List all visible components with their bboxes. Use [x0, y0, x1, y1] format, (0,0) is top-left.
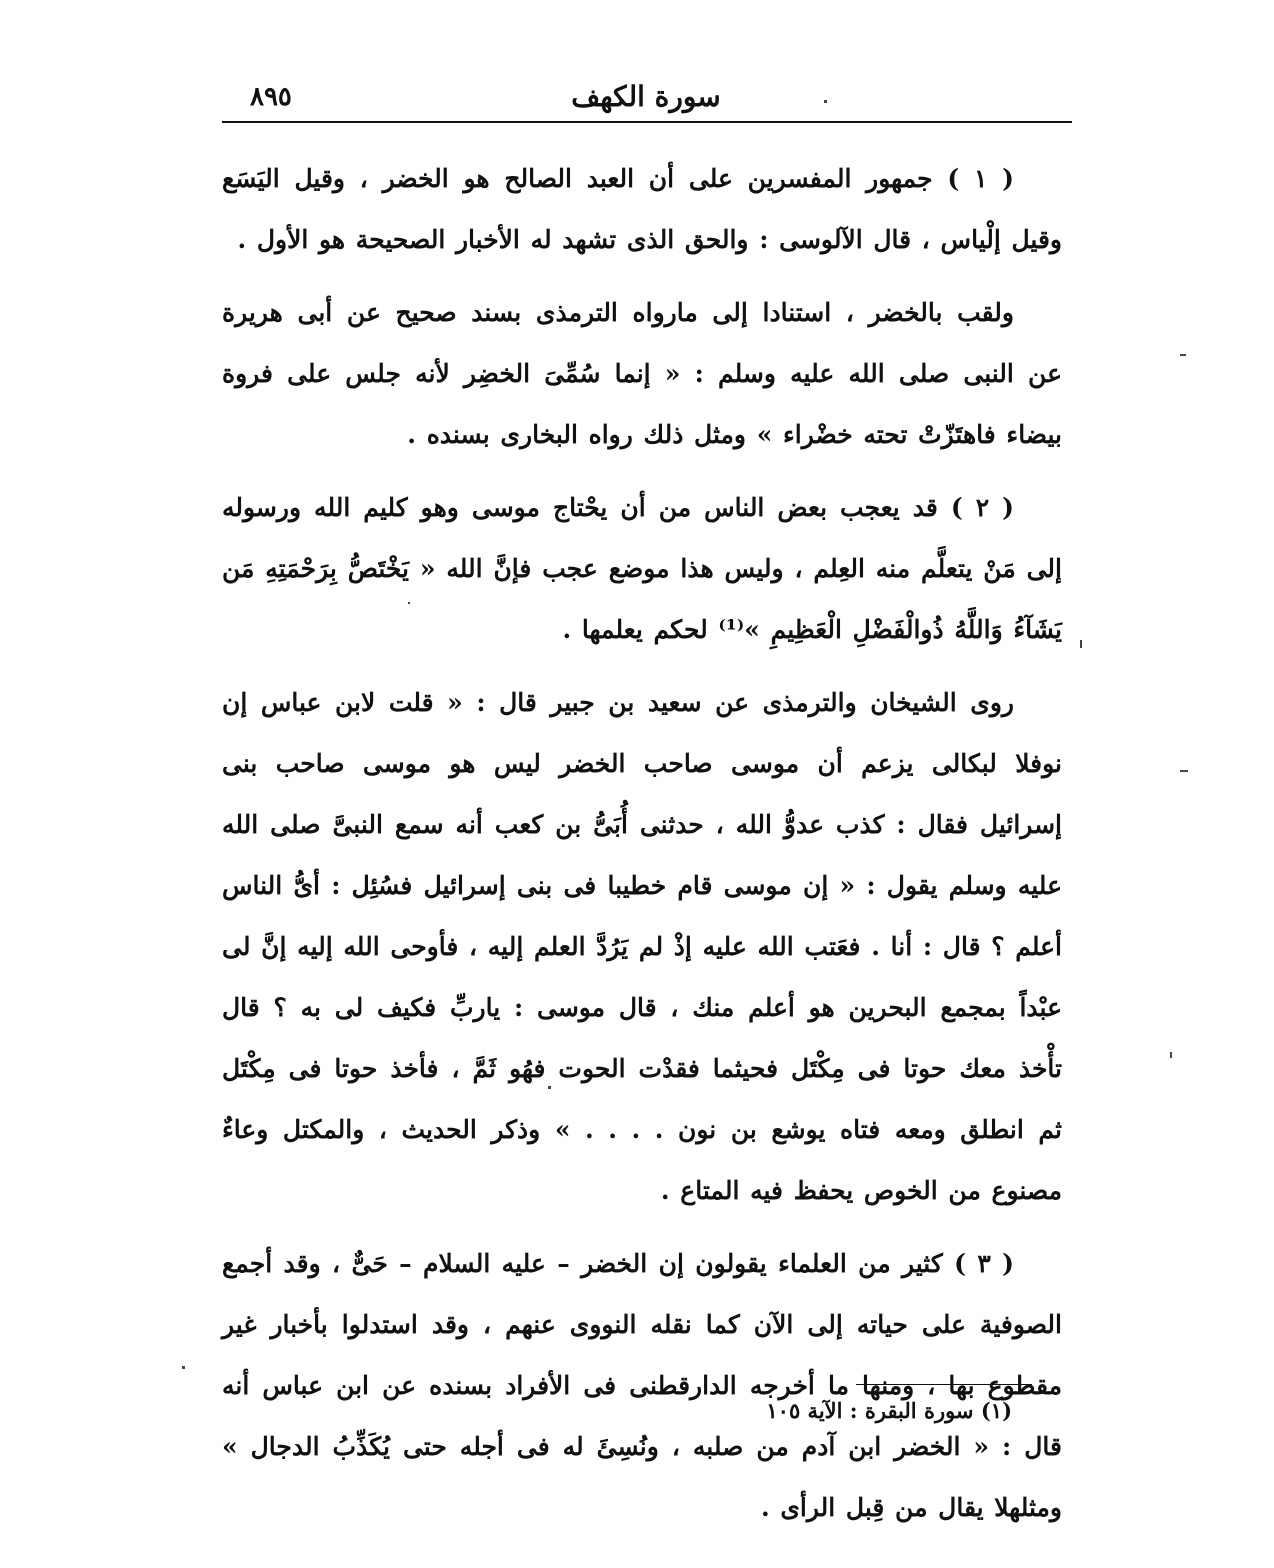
scan-speck: [1180, 770, 1188, 772]
page-number: ٨٩٥: [250, 82, 292, 112]
scan-speck: [824, 100, 827, 103]
main-text: [222, 148, 1062, 1550]
footnote: (١) سورة البقرة : الآية ١٠٥: [766, 1398, 1012, 1423]
scan-speck: [1170, 1052, 1172, 1058]
note-paragraph-3: ( ٣ ) كثير من العلماء يقولون إن الخضر – عليه السلام – حَىٌّ ، وقد أجمع الصوفية على حياته إلى الآن كما نقله النووى عنهم ، وقد استدلوا بأخبار غير مقطوع بها ، ومنها ما أخرجه الدارقطنى فى الأفراد بسنده عن ابن عباس أنه قال : « الخضر ابن آدم من صلبه ، ونُسِئَ له فى أجله حتى يُكَذِّبُ الدجال » ومثلهلا يقال من قِبل الرأى .: [222, 1249, 1062, 1522]
paragraph-2: ولقب بالخضر ، استنادا إلى مارواه الترمذى بسند صحيح عن أبى هريرة عن النبى صلى الله عليه وسلم : « إنما سُمِّىَ الخضِر لأنه جلس على فروة بيضاء فاهتَزّتْ تحته خضْراء » ومثل ذلك رواه البخارى بسنده .: [222, 298, 1062, 449]
scan-speck: [1080, 640, 1082, 648]
note-paragraph-1: ( ١ ) جمهور المفسرين على أن العبد الصالح هو الخضر ، وقيل اليَسَع وقيل إلْياس ، قال الآلوسى : والحق الذى تشهد له الأخبار الصحيحة هو الأول .: [222, 164, 1062, 254]
scan-speck: [182, 1366, 185, 1369]
scan-speck: [548, 1086, 551, 1089]
header-rule: [222, 121, 1072, 123]
paragraph-4: روى الشيخان والترمذى عن سعيد بن جبير قال : « قلت لابن عباس إن نوفلا لبكالى يزعم أن موسى صاحب الخضر ليس هو موسى صاحب بنى إسرائيل فقال : كذب عدوُّ الله ، حدثنى أُبَىُّ بن كعب أنه سمع النبىَّ صلى الله عليه وسلم يقول : « إن موسى قام خطيبا فى بنى إسرائيل فسُئِل : أىُّ الناس أعلم ؟ قال : أنا . فعَتب الله عليه إذْ لم يَرُدَّ العلم إليه ، فأوحى الله إليه إنَّ لى عبْداً بمجمع البحرين هو أعلم منك ، قال موسى : ياربِّ فكيف لى به ؟ قال تأْخذ معك حوتا فى مِكْتَل فحيثما فقدْت الحوت فهُو ثَمَّ ، فأخذ حوتا فى مِكْتَل ثم انطلق ومعه فتاه يوشع بن نون . . . . » وذكر الحديث ، والمكتل وعاءٌ مصنوع من الخوص يحفظ فيه المتاع .: [222, 688, 1062, 1205]
scan-speck: [1180, 354, 1186, 356]
scan-speck: [408, 602, 410, 604]
footnote-rule: [856, 1384, 1032, 1385]
page-header: [220, 78, 1072, 118]
note-paragraph-2: ( ٢ ) قد يعجب بعض الناس من أن يحْتاج موسى وهو كليم الله ورسوله إلى مَنْ يتعلَّم منه العِلم ، وليس هذا موضع عجب فإنَّ الله « يَخْتَصُّ بِرَحْمَتِهِ مَن يَشَآءُ وَاللَّهُ ذُوالْفَضْلِ الْعَظِيمِ »⁽¹⁾ لحكم يعلمها .: [222, 493, 1062, 644]
running-title: سورة الكهف: [571, 80, 721, 113]
